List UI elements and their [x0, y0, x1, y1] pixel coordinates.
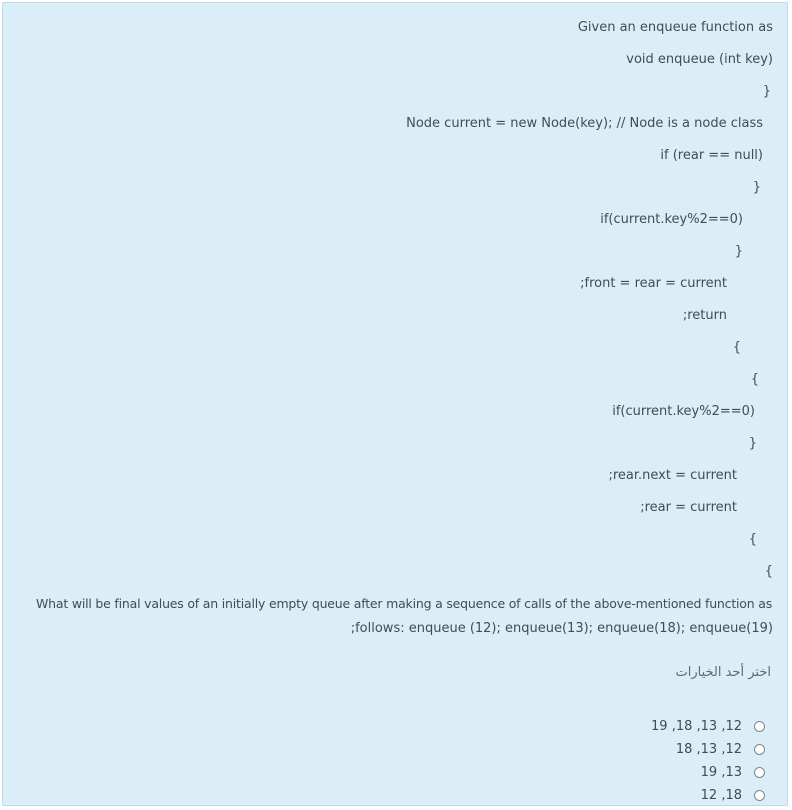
radio-button[interactable]	[754, 744, 765, 755]
question-line: {	[750, 372, 759, 387]
question-line: if(current.key%2==0)	[600, 212, 743, 227]
question-line: Node current = new Node(key); // Node is a node class	[406, 116, 763, 131]
radio-button[interactable]	[754, 790, 765, 801]
question-line: Given an enqueue function as	[577, 20, 773, 35]
question-line: }	[734, 244, 743, 259]
question-line: }	[762, 84, 771, 99]
answer-option-1[interactable]	[651, 717, 765, 735]
question-panel	[2, 2, 788, 806]
question-text: ;follows: enqueue (12); enqueue(13); enqueue(18); enqueue(19)	[350, 621, 773, 636]
choose-option-prompt: اختر أحد الخيارات	[675, 665, 771, 680]
question-line: ;front = rear = current	[580, 276, 727, 291]
question-line: }	[752, 180, 761, 195]
answer-option-4[interactable]	[701, 786, 765, 804]
question-line: ;rear.next = current	[608, 468, 737, 483]
answer-option-label: 12, 13, 18, 19	[651, 718, 742, 734]
question-line: {	[748, 532, 757, 547]
answer-option-label: 12, 13, 18	[675, 741, 742, 757]
radio-button[interactable]	[754, 721, 765, 732]
question-text: What will be final values of an initially empty queue after making a sequence of calls of the above-mentioned function as	[36, 596, 773, 611]
question-line: ;rear = current	[640, 500, 737, 515]
answer-option-3[interactable]	[701, 763, 765, 781]
radio-button[interactable]	[754, 767, 765, 778]
question-line: {	[732, 340, 741, 355]
question-line: }	[748, 436, 757, 451]
answer-option-label: 18, 12	[700, 787, 742, 803]
question-line: void enqueue (int key)	[626, 52, 773, 67]
question-line: ;return	[682, 308, 727, 323]
question-line: {	[764, 564, 773, 579]
question-line: if(current.key%2==0)	[612, 404, 755, 419]
answer-option-2[interactable]	[676, 740, 765, 758]
question-line: if (rear == null)	[660, 148, 763, 163]
answer-option-label: 13, 19	[700, 764, 742, 780]
